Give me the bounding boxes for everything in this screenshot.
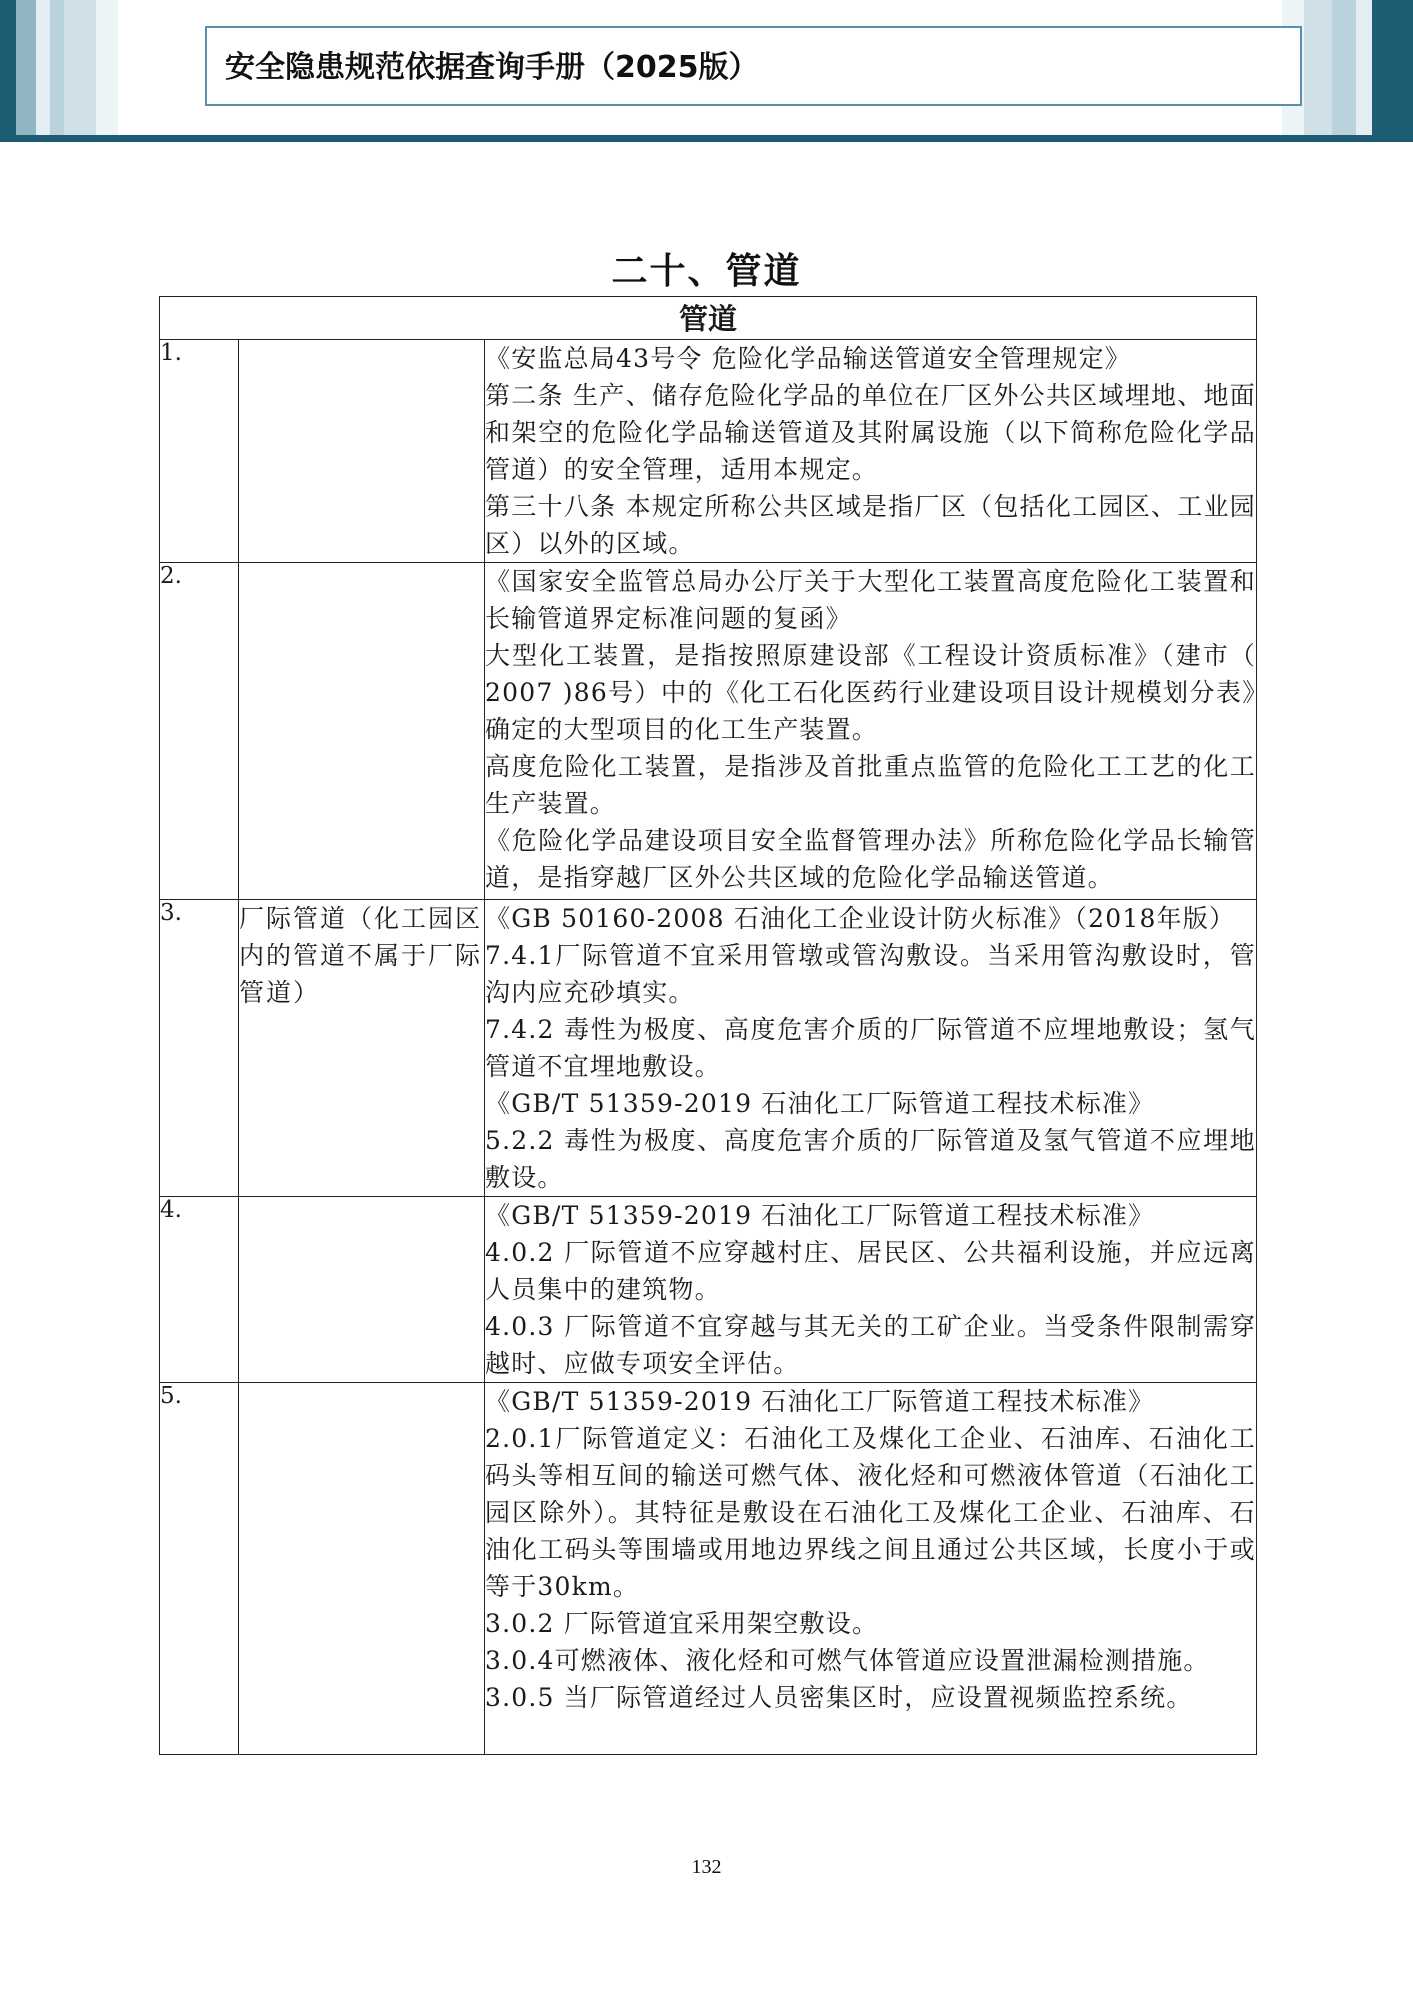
row-number: 3. [160, 900, 239, 1197]
page-number: 132 [691, 1856, 722, 1878]
row-number: 2. [160, 563, 239, 900]
regulation-paragraph: 7.4.1厂际管道不宜采用管墩或管沟敷设。当采用管沟敷设时，管沟内应充砂填实。 [485, 941, 1256, 1007]
row-category [239, 563, 485, 900]
header-title-box [205, 26, 1302, 106]
row-content [485, 563, 1257, 900]
section-title: 二十、管道 [611, 251, 802, 292]
header-decor-stripe [64, 0, 96, 135]
header-decor-stripe [1372, 0, 1413, 135]
regulation-paragraph: 3.0.2 厂际管道宜采用架空敷设。 [485, 1609, 879, 1638]
row-content [485, 340, 1257, 563]
header-rule [0, 135, 1413, 142]
regulation-paragraph: 4.0.3 厂际管道不宜穿越与其无关的工矿企业。当受条件限制需穿越时、应做专项安全评估。 [485, 1312, 1256, 1378]
regulation-paragraph: 3.0.4可燃液体、液化烃和可燃气体管道应设置泄漏检测措施。 [485, 1646, 1210, 1675]
row-content [485, 900, 1257, 1197]
header-decor-stripe [1304, 0, 1332, 135]
regulation-paragraph: 4.0.2 厂际管道不应穿越村庄、居民区、公共福利设施，并应远离人员集中的建筑物。 [485, 1238, 1256, 1304]
header-decor-stripe [50, 0, 64, 135]
regulation-paragraph: 5.2.2 毒性为极度、高度危害介质的厂际管道及氢气管道不应埋地敷设。 [485, 1126, 1256, 1192]
regulation-table [159, 296, 1257, 1755]
regulation-paragraph: 第二条 生产、储存危险化学品的单位在厂区外公共区域埋地、地面和架空的危险化学品输送管道及其附属设施（以下简称危险化学品管道）的安全管理，适用本规定。 [485, 381, 1256, 484]
table-caption: 管道 [160, 297, 1257, 340]
row-category [239, 1383, 485, 1755]
row-category [239, 340, 485, 563]
regulation-paragraph: 《危险化学品建设项目安全监督管理办法》所称危险化学品长输管道，是指穿越厂区外公共区域的危险化学品输送管道。 [485, 826, 1256, 892]
regulation-paragraph: 第三十八条 本规定所称公共区域是指厂区（包括化工园区、工业园区）以外的区域。 [485, 492, 1256, 558]
regulation-paragraph: 2.0.1厂际管道定义：石油化工及煤化工企业、石油库、石油化工码头等相互间的输送可燃气体、液化烃和可燃液体管道（石油化工园区除外）。其特征是敷设在石油化工及煤化工企业、石油库、石油化工码头等围墙或用地边界线之间且通过公共区域，长度小于或等于30km。 [485, 1424, 1256, 1601]
table-row [160, 563, 1257, 900]
table-row [160, 1383, 1257, 1755]
row-number: 1. [160, 340, 239, 563]
regulation-paragraph: 《GB/T 51359-2019 石油化工厂际管道工程技术标准》 [485, 1201, 1155, 1230]
row-category: 厂际管道（化工园区内的管道不属于厂际管道） [239, 900, 485, 1197]
regulation-paragraph: 《安监总局43号令 危险化学品输送管道安全管理规定》 [485, 344, 1131, 373]
header-decor-stripe [1356, 0, 1372, 135]
regulation-paragraph: 《国家安全监管总局办公厅关于大型化工装置高度危险化工装置和长输管道界定标准问题的复函》 [485, 567, 1256, 633]
header-decor-stripe [36, 0, 50, 135]
regulation-paragraph: 《GB/T 51359-2019 石油化工厂际管道工程技术标准》 [485, 1089, 1155, 1118]
header-decor-stripe [16, 0, 36, 135]
document-title: 安全隐患规范依据查询手册（2025版） [225, 50, 759, 85]
regulation-paragraph: 《GB 50160-2008 石油化工企业设计防火标准》（2018年版） [485, 904, 1236, 933]
table-row [160, 1197, 1257, 1383]
regulation-paragraph: 大型化工装置，是指按照原建设部《工程设计资质标准》（建市（ 2007 )86号）中的《化工石化医药行业建设项目设计规模划分表》确定的大型项目的化工生产装置。 [485, 641, 1256, 744]
row-number: 4. [160, 1197, 239, 1383]
header-decor-stripe [1332, 0, 1356, 135]
row-content [485, 1197, 1257, 1383]
row-number: 5. [160, 1383, 239, 1755]
regulation-paragraph: 7.4.2 毒性为极度、高度危害介质的厂际管道不应埋地敷设；氢气管道不宜埋地敷设。 [485, 1015, 1256, 1081]
row-content [485, 1383, 1257, 1755]
header-decor-stripe [0, 0, 16, 135]
table-caption-row [160, 297, 1257, 340]
row-category [239, 1197, 485, 1383]
regulation-paragraph: 《GB/T 51359-2019 石油化工厂际管道工程技术标准》 [485, 1387, 1155, 1416]
table-row [160, 900, 1257, 1197]
regulation-paragraph: 3.0.5 当厂际管道经过人员密集区时，应设置视频监控系统。 [485, 1683, 1193, 1712]
table-row [160, 340, 1257, 563]
header-decor-stripe [96, 0, 118, 135]
regulation-paragraph: 高度危险化工装置，是指涉及首批重点监管的危险化工工艺的化工生产装置。 [485, 752, 1256, 818]
